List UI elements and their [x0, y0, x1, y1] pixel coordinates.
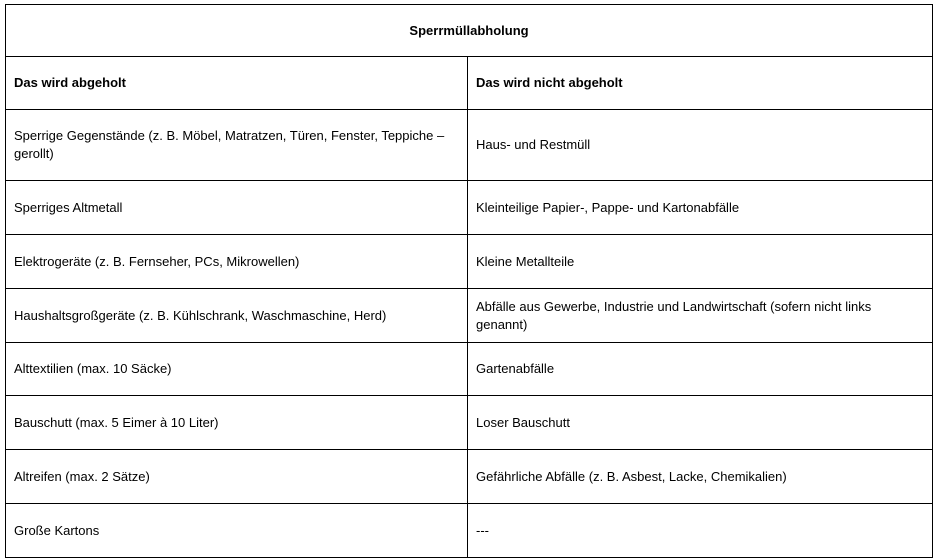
- collected-cell: Sperrige Gegenstände (z. B. Möbel, Matratzen, Türen, Fenster, Teppiche – gerollt): [6, 110, 468, 181]
- collected-cell: Altreifen (max. 2 Sätze): [6, 450, 468, 504]
- table-row: [6, 289, 933, 343]
- not-collected-cell: Abfälle aus Gewerbe, Industrie und Landwirtschaft (sofern nicht links genannt): [468, 289, 933, 343]
- header-not-collected: Das wird nicht abgeholt: [468, 57, 933, 110]
- table-title: Sperrmüllabholung: [6, 5, 933, 57]
- table-row: [6, 343, 933, 396]
- sperrmuell-table: [5, 4, 933, 558]
- not-collected-cell: ---: [468, 504, 933, 558]
- table-row: [6, 504, 933, 558]
- table-row: [6, 181, 933, 235]
- not-collected-cell: Haus- und Restmüll: [468, 110, 933, 181]
- collected-cell: Elektrogeräte (z. B. Fernseher, PCs, Mikrowellen): [6, 235, 468, 289]
- table-row: [6, 235, 933, 289]
- title-row: [6, 5, 933, 57]
- page-edge-rule: [5, 551, 6, 558]
- header-collected: Das wird abgeholt: [6, 57, 468, 110]
- not-collected-cell: Gefährliche Abfälle (z. B. Asbest, Lacke, Chemikalien): [468, 450, 933, 504]
- not-collected-cell: Kleinteilige Papier-, Pappe- und Kartonabfälle: [468, 181, 933, 235]
- not-collected-cell: Gartenabfälle: [468, 343, 933, 396]
- collected-cell: Große Kartons: [6, 504, 468, 558]
- table-row: [6, 110, 933, 181]
- header-row: [6, 57, 933, 110]
- table-row: [6, 450, 933, 504]
- collected-cell: Sperriges Altmetall: [6, 181, 468, 235]
- collected-cell: Alttextilien (max. 10 Säcke): [6, 343, 468, 396]
- collected-cell: Haushaltsgroßgeräte (z. B. Kühlschrank, Waschmaschine, Herd): [6, 289, 468, 343]
- collected-cell: Bauschutt (max. 5 Eimer à 10 Liter): [6, 396, 468, 450]
- table-row: [6, 396, 933, 450]
- not-collected-cell: Kleine Metallteile: [468, 235, 933, 289]
- not-collected-cell: Loser Bauschutt: [468, 396, 933, 450]
